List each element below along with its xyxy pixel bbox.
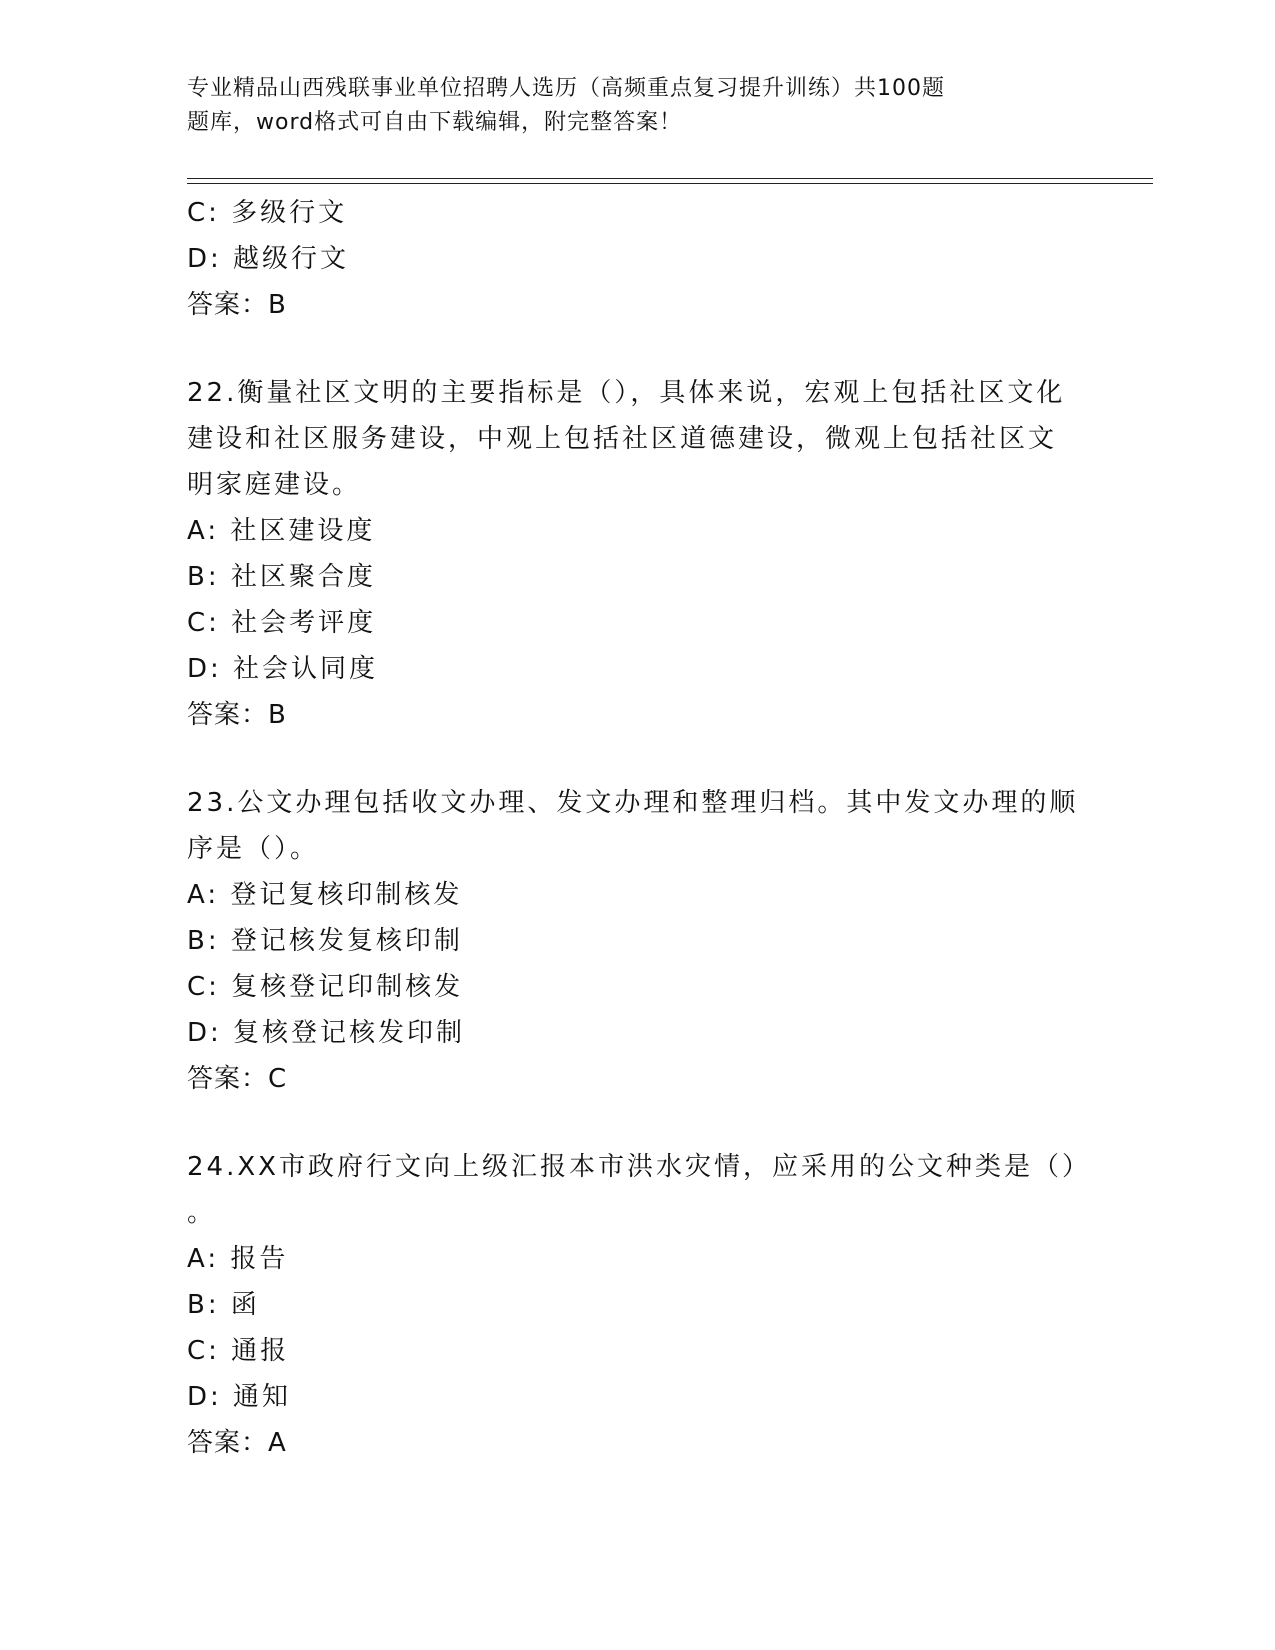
option-d: D: 越级行文 [187,244,350,274]
header-line-1: 专业精品山西残联事业单位招聘人选历（高频重点复习提升训练）共100题 [187,76,945,101]
option-b: B: 函 [187,1290,260,1320]
question-text-line: 建设和社区服务建设，中观上包括社区道德建设，微观上包括社区文 [187,424,1058,454]
question-text-line: 22.衡量社区文明的主要指标是（），具体来说，宏观上包括社区文化 [187,378,1066,408]
option-c: C: 社会考评度 [187,608,377,638]
answer: 答案：B [187,700,287,730]
answer: 答案：C [187,1064,288,1094]
option-a: A: 登记复核印制核发 [187,880,463,910]
option-c: C: 通报 [187,1336,290,1366]
spacer [187,328,1087,370]
document-header [187,72,1027,140]
header-line-2: 题库，word格式可自由下载编辑，附完整答案！ [187,110,683,135]
question-text-line: 23.公文办理包括收文办理、发文办理和整理归档。其中发文办理的顺 [187,788,1079,818]
question-text-line: 24.XX市政府行文向上级汇报本市洪水灾情，应采用的公文种类是（） [187,1152,1091,1182]
header-rule-bottom [187,183,1153,184]
option-b: B: 社区聚合度 [187,562,376,592]
option-a: A: 社区建设度 [187,516,376,546]
question-24 [187,1144,1091,1466]
answer: 答案：A [187,1428,287,1458]
option-a: A: 报告 [187,1244,289,1274]
question-22 [187,370,1087,738]
option-d: D: 复核登记核发印制 [187,1018,466,1048]
option-c: C: 多级行文 [187,198,348,228]
answer: 答案：B [187,290,287,320]
spacer [187,738,1087,780]
question-text-line: 序是（）。 [187,834,320,864]
question-23 [187,780,1087,1102]
option-d: D: 社会认同度 [187,654,379,684]
question-text-line: 。 [187,1198,217,1228]
option-d: D: 通知 [187,1382,292,1412]
spacer [187,1102,1087,1144]
option-c: C: 复核登记印制核发 [187,972,464,1002]
header-rule-top [187,178,1153,179]
previous-question-tail [187,190,1087,328]
question-text-line: 明家庭建设。 [187,470,362,500]
question-content [187,190,1091,1466]
option-b: B: 登记核发复核印制 [187,926,463,956]
